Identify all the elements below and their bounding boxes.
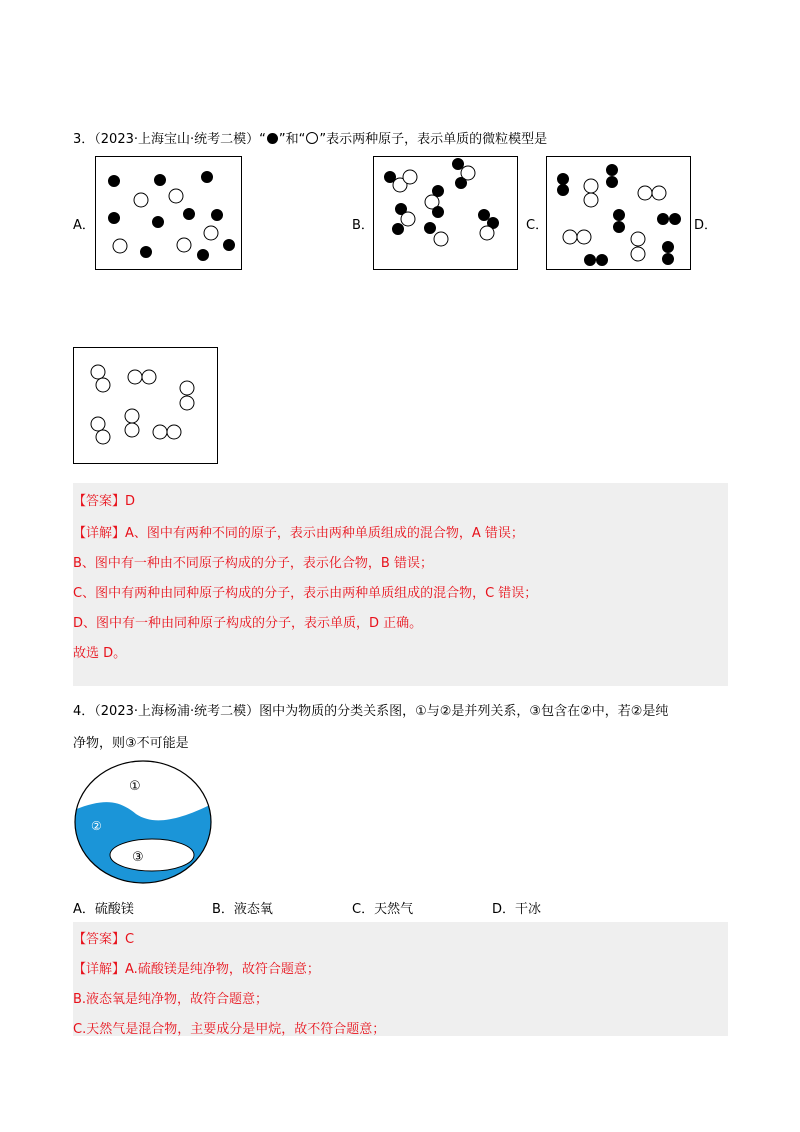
- detail-3-line-1: [73, 522, 524, 541]
- diagram-label-1: ①: [129, 779, 141, 794]
- particle-model-a: [95, 156, 242, 270]
- option-c-label: C．: [526, 218, 549, 233]
- detail-3-line-2: B、图中有一种由不同原子构成的分子，表示化合物，B 错误；: [73, 556, 433, 571]
- detail-4-line-1: [73, 958, 320, 977]
- question-3-prefix: 3．（2023·上海宝山·统考二模）“: [73, 132, 266, 147]
- detail-3-conclusion: 故选 D。: [73, 646, 127, 661]
- detail-3-line-3: C、图中有两种由同种原子构成的分子，表示由两种单质组成的混合物，C 错误；: [73, 586, 538, 601]
- particle-model-c: [546, 156, 691, 270]
- question-3-stem: [73, 128, 547, 147]
- detail-3-text-1: A、图中有两种不同的原子，表示由两种单质组成的混合物，A 错误；: [125, 526, 524, 541]
- detail-3-tag: 【详解】: [73, 526, 126, 541]
- diagram-label-2: ②: [91, 819, 102, 833]
- choice-b: B．液态氧: [212, 902, 273, 917]
- option-d-label: D．: [694, 218, 718, 233]
- question-4-stem-line-1: 4．（2023·上海杨浦·统考二模）图中为物质的分类关系图，①与②是并列关系，③包含在②中，若②是纯: [73, 704, 669, 719]
- choice-d: D．干冰: [492, 902, 542, 917]
- answer-3: 【答案】D: [73, 494, 136, 509]
- diagram-label-3: ③: [132, 850, 144, 865]
- question-3-answer-panel: [73, 483, 728, 686]
- detail-4-line-2: B.液态氧是纯净物，故符合题意；: [73, 992, 269, 1007]
- detail-4-line-3: C.天然气是混合物，主要成分是甲烷，故不符合题意；: [73, 1022, 386, 1037]
- white-atom-icon: [306, 132, 318, 144]
- detail-4-tag: 【详解】: [73, 962, 126, 977]
- particle-model-b: [373, 156, 518, 270]
- option-b-label: B．: [352, 218, 374, 233]
- subset-region: [110, 839, 194, 871]
- detail-3-line-4: D、图中有一种由同种原子构成的分子，表示单质，D 正确。: [73, 616, 423, 631]
- question-3-mid: ”和“: [278, 132, 306, 147]
- detail-4-text-1: A.硫酸镁是纯净物，故符合题意；: [125, 962, 320, 977]
- option-a-label: A．: [73, 218, 95, 233]
- choice-c: C．天然气: [352, 902, 414, 917]
- question-4-stem-line-2: 净物，则③不可能是: [73, 736, 189, 751]
- question-4-answer-panel: [73, 922, 728, 1036]
- question-3-suffix: ”表示两种原子，表示单质的微粒模型是: [319, 132, 548, 147]
- answer-4: 【答案】C: [73, 932, 135, 947]
- classification-diagram: [74, 760, 212, 884]
- choice-a: A．硫酸镁: [73, 902, 134, 917]
- black-atom-icon: [267, 133, 278, 144]
- particle-model-d: [73, 347, 218, 464]
